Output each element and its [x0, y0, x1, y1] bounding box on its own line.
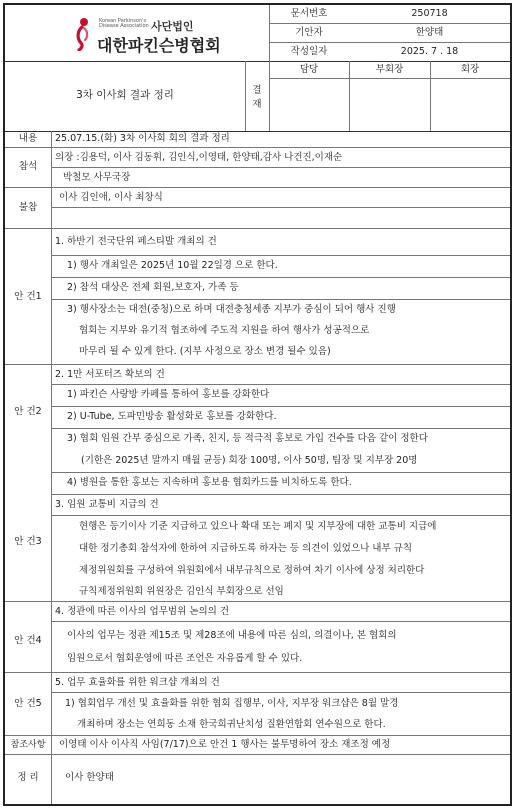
- approval-vice-president: 부회장: [375, 64, 404, 75]
- association-logo: [65, 13, 221, 57]
- attend-line-2: 박철모 사무국장: [63, 172, 131, 183]
- agenda3-line: 현행은 등기이사 기준 지급하고 있으나 확대 또는 폐지 및 지부장에 대한 교통비 지급에: [79, 521, 437, 532]
- logo-org-type: 사단법인: [151, 20, 194, 33]
- agenda1-line: 마무리 될 수 있게 한다. (지부 사정으로 장소 변경 될수 있음): [79, 346, 331, 357]
- absent-text: 이사 김인애, 이사 최창식: [59, 192, 163, 203]
- date-value: 2025. 7 . 18: [400, 46, 459, 57]
- agenda1-line: 2) 참석 대상은 전체 회원,보호자, 가족 등: [67, 282, 239, 293]
- doc-no-value: 250718: [411, 8, 448, 19]
- approval-staff: 담당: [299, 64, 319, 75]
- agenda3-line: 규칙제정위원회 위원장은 김인식 부회장으로 선임: [79, 586, 284, 597]
- agenda5-line: 1) 협회업무 개선 및 효율화를 위한 협회 집행부, 이사, 지부장 워크샵은 8월 말경: [65, 698, 399, 709]
- agenda1-line: 1) 행사 개최일은 2025년 10월 22일경 으로 한다.: [67, 260, 278, 271]
- reference-label: 참조사항: [10, 740, 46, 750]
- document-page: [3, 3, 512, 806]
- approval-sign-box-vice-president: [349, 79, 430, 131]
- drafter-label: 기안자: [295, 27, 323, 38]
- agenda2-line: 3) 협회 임원 간부 중심으로 가족, 친지, 등 적극적 홍보로 가입 건수를 다음 같이 정한다: [67, 433, 428, 444]
- agenda2-line: 4) 병원을 통한 홍보는 지속하며 홍보용 협회카드를 비치하도록 한다.: [67, 477, 352, 488]
- logo-org-name: 대한파킨슨병협회: [97, 36, 221, 55]
- agenda5-line: 개최하며 장소는 연희동 소재 한국희귀난치성 질환연합회 연수원으로 한다.: [77, 719, 386, 730]
- agenda1-label: 안 건1: [14, 291, 42, 302]
- doc-no-label: 문서번호: [290, 8, 328, 19]
- agenda4-heading: 4. 정관에 따른 이사의 업무범위 논의의 건: [55, 606, 230, 617]
- approval-label: 결 재: [252, 85, 262, 110]
- agenda2-line: 1) 파킨슨 사랑방 카페를 통하여 홍보를 강화한다: [67, 389, 270, 400]
- agenda1-line: 협회는 지부와 유기적 협조하에 주도적 지원을 하여 행사가 성공적으로: [79, 325, 370, 336]
- agenda4-line: 이사의 업무는 정관 제15조 및 제28조에 내용에 따른 심의, 의결이나, 본 협회의: [67, 630, 397, 641]
- content-text: 25.07.15.(화) 3차 이사회 회의 결과 정리: [55, 133, 230, 144]
- agenda4-line: 임원으로서 협회운영에 따른 조언은 자유롭게 할 수 있다.: [67, 653, 303, 664]
- agenda3-line: 대한 정기총회 참석자에 한하여 지급하도록 하자는 등 의견이 있었으나 내부 규칙: [79, 543, 413, 554]
- agenda2-heading: 2. 1만 서포터즈 확보의 건: [55, 369, 165, 380]
- date-label: 작성일자: [290, 46, 328, 57]
- organizer-label: 정 리: [17, 772, 39, 783]
- agenda1-line: 3) 행사장소는 대전(중청)으로 하며 대전충청세종 지부가 중심이 되어 행사 진행: [67, 304, 396, 315]
- organizer-text: 이사 한양태: [65, 772, 114, 783]
- attend-label: 참석: [18, 161, 38, 172]
- agenda4-label: 안 건4: [14, 635, 42, 646]
- approval-sign-box-president: [430, 79, 510, 131]
- reference-text: 이영태 이사 이사직 사임(7/17)으로 안건 1 행사는 불투명하여 장소 재조정 예정: [59, 739, 391, 750]
- agenda2-line: 2) U-Tube, 도파민방송 활성화로 홍보를 강화한다.: [67, 411, 277, 422]
- approval-sign-box-staff: [269, 79, 349, 131]
- agenda5-label: 안 건5: [14, 698, 42, 709]
- agenda3-heading: 3. 임원 교통비 지급의 건: [55, 499, 159, 510]
- drafter-value: 한양태: [415, 27, 444, 38]
- parkinson-logo-icon: [73, 17, 91, 51]
- attend-line-1: 의장 :김용덕, 이사 김동휘, 김인식,이영태, 한양태,감사 나건진,이재순: [55, 152, 343, 163]
- content-label: 내용: [18, 133, 38, 144]
- logo-english-name: Korean Parkinson's Disease Association: [99, 18, 149, 29]
- document-title: 3차 이사회 결과 정리: [76, 89, 174, 101]
- agenda3-label: 안 건3: [14, 536, 42, 547]
- approval-president: 회장: [460, 64, 480, 75]
- absent-label: 불참: [18, 202, 38, 213]
- agenda3-line: 제정위원회를 구성하여 위원회에서 내부규칙으로 정하여 차기 이사에 상정 처리한다: [79, 565, 425, 576]
- agenda2-label: 안 건2: [14, 406, 42, 417]
- agenda2-line: (기한은 2025년 말까지 매월 균등) 회장 100명, 이사 50명, 팀장 및 지부장 20명: [81, 455, 418, 466]
- agenda1-heading: 1. 하반기 전국단위 페스티발 개최의 건: [55, 236, 217, 247]
- agenda5-heading: 5. 업무 효율화를 위한 워크샵 개최의 건: [55, 677, 220, 688]
